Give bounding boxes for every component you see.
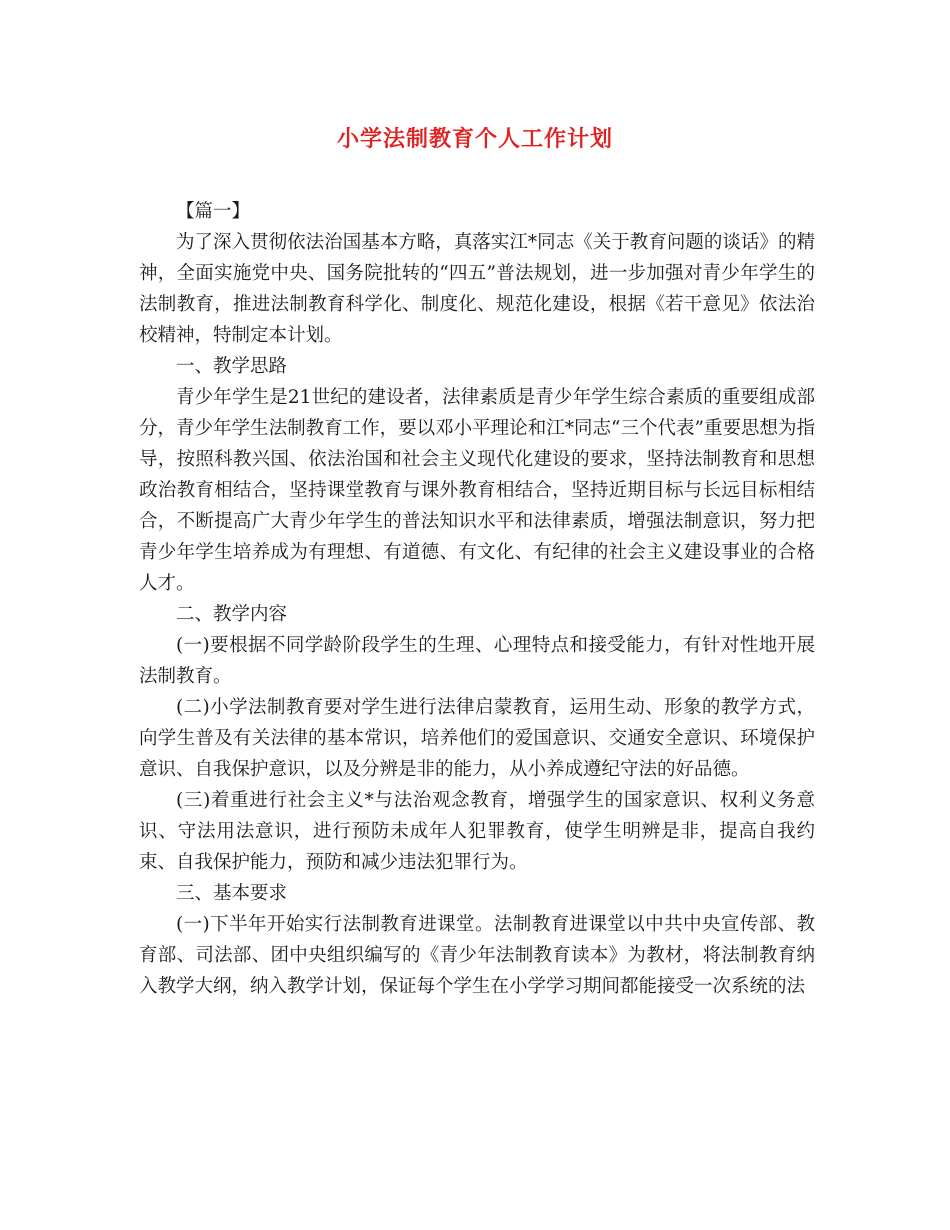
section-heading-teaching-approach: 一、教学思路 [176,356,288,377]
teaching-content-item-3: (三)着重进行社会主义*与法治观念教育，增强学生的国家意识、权利义务意识、守法用法意识，进行预防未成年人犯罪教育，使学生明辨是非，提高自我约束、自我保护能力，预防和减少违法犯罪行为。 [139,790,815,873]
section-heading-teaching-content: 二、教学内容 [176,604,288,625]
document-body [139,196,815,1002]
section-heading-basic-requirements: 三、基本要求 [176,883,288,904]
teaching-content-item-2: (二)小学法制教育要对学生进行法律启蒙教育，运用生动、形象的教学方式，向学生普及有关法律的基本常识，培养他们的爱国意识、交通安全意识、环境保护意识、自我保护意识，以及分辨是非的能力，从小养成遵纪守法的好品德。 [139,697,815,780]
teaching-approach-paragraph: 青少年学生是21世纪的建设者，法律素质是青少年学生综合素质的重要组成部分，青少年学生法制教育工作，要以邓小平理论和江*同志“三个代表”重要思想为指导，按照科教兴国、依法治国和社会主义现代化建设的要求，坚持法制教育和思想政治教育相结合，坚持课堂教育与课外教育相结合，坚持近期目标与长远目标相结合，不断提高广大青少年学生的普法知识水平和法律素质，增强法制意识，努力把青少年学生培养成为有理想、有道德、有文化、有纪律的社会主义建设事业的合格人才。 [139,387,815,594]
intro-paragraph: 为了深入贯彻依法治国基本方略，真落实江*同志《关于教育问题的谈话》的精神，全面实施党中央、国务院批转的“四五”普法规划，进一步加强对青少年学生的法制教育，推进法制教育科学化、制度化、规范化建设，根据《若干意见》依法治校精神，特制定本计划。 [139,232,815,346]
section-heading-part-one: 【篇一】 [176,201,251,222]
document-title: 小学法制教育个人工作计划 [336,127,613,152]
teaching-content-item-1: (一)要根据不同学龄阶段学生的生理、心理特点和接受能力，有针对性地开展法制教育。 [139,635,815,687]
basic-requirements-item-1: (一)下半年开始实行法制教育进课堂。法制教育进课堂以中共中央宣传部、教育部、司法部、团中央组织编写的《青少年法制教育读本》为教材，将法制教育纳入教学大纲，纳入教学计划，保证每个学生在小学学习期间都能接受一次系统的法 [139,914,815,997]
